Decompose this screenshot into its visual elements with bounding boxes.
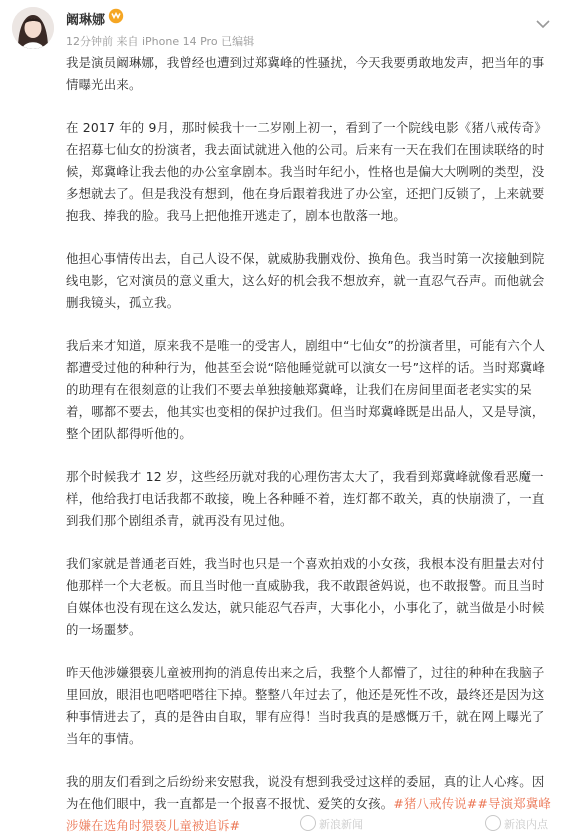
post-body xyxy=(66,52,556,837)
weibo-logo-icon xyxy=(300,815,316,831)
watermark-left xyxy=(300,815,363,832)
post-paragraph: 他担心事情传出去，自己人设不保，就威胁我删戏份、换角色。我当时第一次接触到院线电影，它对演员的意义重大，这么好的机会我不想放弃，就一直忍气吞声。而他就会删我镜头，孤立我。 xyxy=(66,251,545,310)
chevron-down-icon[interactable] xyxy=(534,14,552,24)
watermark-right-text: 新浪内点 xyxy=(504,818,548,831)
avatar[interactable] xyxy=(12,7,54,49)
watermark-right xyxy=(485,815,548,832)
post-header xyxy=(10,6,558,52)
post-paragraph: 那个时候我才 12 岁，这些经历就对我的心理伤害太大了，我看到郑冀峰就像看恶魔一样，他给我打电话我都不敢接，晚上各种睡不着，连灯都不敢关，真的快崩溃了，一直到我们那个剧组杀青，就再没有见过他。 xyxy=(66,469,545,528)
post-source: 来自 iPhone 14 Pro xyxy=(116,35,218,48)
post-edited: 已编辑 xyxy=(221,35,255,48)
vip-badge-icon xyxy=(108,8,124,24)
topic-link-2[interactable]: 导演郑冀峰涉嫌在选角时猥亵儿童被追诉# xyxy=(66,796,552,833)
username[interactable]: 阚琳娜 xyxy=(66,13,106,28)
post-time: 12分钟前 xyxy=(66,35,113,48)
post-paragraph: 我后来才知道，原来我不是唯一的受害人，剧组中“七仙女”的扮演者里，可能有六个人都遭受过他的种种行为，他甚至会说“陪他睡觉就可以演女一号”这样的话。当时郑冀峰的助理有在很刻意的让我们不要去单独接触郑冀峰，让我们在房间里面老老实实的呆着，哪都不要去，他其实也变相的保护过我们。但当时郑冀峰既是出品人，又是导演，整个团队都得听他的。 xyxy=(66,338,546,441)
post-paragraph: 昨天他涉嫌猥亵儿童被刑拘的消息传出来之后，我整个人都懵了，过往的种种在我脑子里回放，眼泪也吧嗒吧嗒往下掉。整整八年过去了，他还是死性不改，最终还是因为这种事情进去了，真的是咎由自取，罪有应得！当时我真的是感慨万千，就在网上曝光了当年的事情。 xyxy=(66,665,545,746)
post-paragraph: 我们家就是普通老百姓，我当时也只是一个喜欢拍戏的小女孩，我根本没有胆量去对付他那样一个大老板。而且当时他一直威胁我，我不敢跟爸妈说，也不敢报警。而且当时自媒体也没有现在这么发达，就只能忍气吞声，大事化小，小事化了，就当做是小时候的一场噩梦。 xyxy=(66,556,545,637)
weibo-logo-icon xyxy=(485,815,501,831)
post-paragraph: 在 2017 年的 9月，那时候我十一二岁刚上初一，看到了一个院线电影《猪八戒传奇》在招募七仙女的扮演者，我去面试就进入他的公司。后来有一天在我们在围读联络的时候，郑冀峰让我去他的办公室拿剧本。我当时年纪小，性格也是偏大大咧咧的类型，没多想就去了。但是我没有想到，他在身后跟着我进了办公室，还把门反锁了，上来就要抱我、捧我的脸。我马上把他推开逃走了，剧本也散落一地。 xyxy=(66,120,547,223)
post-paragraph: 我是演员阚琳娜，我曾经也遭到过郑冀峰的性骚扰，今天我要勇敢地发声，把当年的事情曝光出来。 xyxy=(66,55,545,92)
topic-link[interactable]: #猪八戒传说## xyxy=(393,796,489,811)
watermark-left-text: 新浪新闻 xyxy=(319,818,363,831)
post-paragraph-text: 我的朋友们看到之后纷纷来安慰我，说没有想到我受过这样的委屈，真的让人心疼。因为在他们眼中，我一直都是一个报喜不报忧、爱笑的女孩。 xyxy=(66,774,545,811)
post-meta xyxy=(66,33,254,49)
